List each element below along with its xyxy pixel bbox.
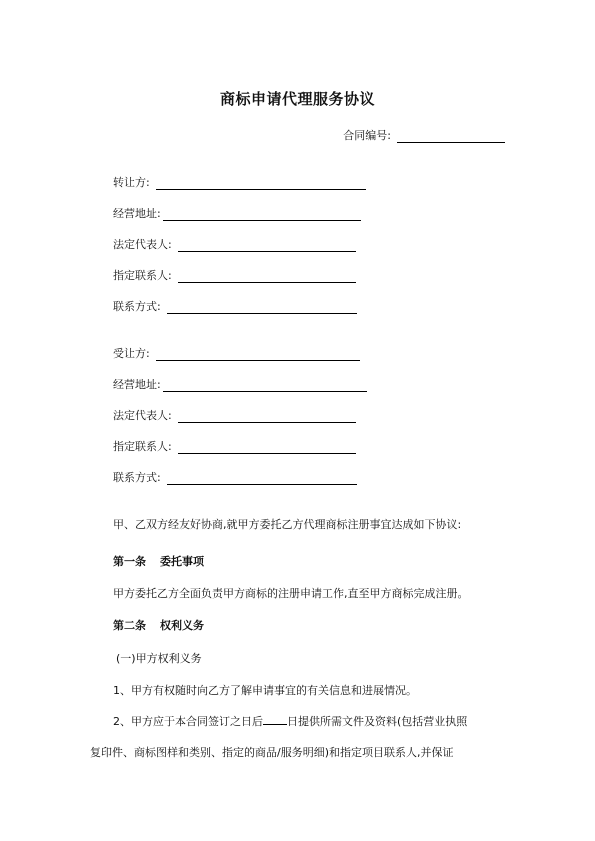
party-a-contact-person-label: 指定联系人: — [113, 269, 172, 282]
article-1-number: 第一条 — [113, 555, 146, 568]
transferor-label: 转让方: — [113, 176, 150, 189]
party-b-address-blank — [163, 379, 367, 392]
party-b-contact-method-field — [113, 469, 357, 485]
article-2-item2-part1: 2、甲方应于本合同签订之日后 — [113, 715, 263, 728]
article-2-sub1: (一)甲方权利义务 — [116, 652, 202, 665]
transferee-blank — [156, 348, 360, 361]
intro-paragraph: 甲、乙双方经友好协商,就甲方委托乙方代理商标注册事宜达成如下协议: — [113, 518, 462, 531]
article-2-heading — [113, 617, 204, 633]
party-b-address-field — [113, 376, 367, 392]
party-a-contact-method-label: 联系方式: — [113, 300, 161, 313]
article-2-number: 第二条 — [113, 619, 146, 632]
party-a-contact-method-field — [113, 298, 357, 314]
party-a-legal-rep-label: 法定代表人: — [113, 238, 172, 251]
party-a-legal-rep-field — [113, 236, 356, 252]
article-1-heading — [113, 553, 204, 569]
party-b-contact-method-label: 联系方式: — [113, 471, 161, 484]
party-a-contact-person-blank — [178, 270, 356, 283]
party-b-address-label: 经营地址: — [113, 378, 161, 391]
article-2-item2 — [113, 713, 467, 729]
party-b-legal-rep-label: 法定代表人: — [113, 409, 172, 422]
article-1-title: 委托事项 — [160, 555, 204, 568]
transferor-blank — [156, 177, 366, 190]
article-1-body: 甲方委托乙方全面负责甲方商标的注册申请工作,直至甲方商标完成注册。 — [113, 587, 469, 600]
party-a-address-field — [113, 205, 361, 221]
party-a-address-label: 经营地址: — [113, 207, 161, 220]
article-2-item2-part2: 日提供所需文件及资料(包括营业执照 — [287, 715, 468, 728]
party-b-contact-method-blank — [167, 472, 357, 485]
transferee-field — [113, 345, 360, 361]
document-title: 商标申请代理服务协议 — [219, 90, 375, 108]
party-a-contact-method-blank — [167, 301, 357, 314]
party-b-contact-person-label: 指定联系人: — [113, 440, 172, 453]
contract-number-label: 合同编号: — [343, 129, 391, 142]
article-2-title: 权利义务 — [160, 619, 204, 632]
contract-number-blank — [397, 130, 505, 143]
party-a-address-blank — [163, 208, 361, 221]
article-2-item1: 1、甲方有权随时向乙方了解申请事宜的有关信息和进展情况。 — [113, 684, 417, 697]
contract-number-field — [343, 127, 505, 143]
party-a-contact-person-field — [113, 267, 356, 283]
article-2-item2-line2: 复印件、商标图样和类别、指定的商品/服务明细)和指定项目联系人,并保证 — [90, 746, 454, 759]
party-b-contact-person-field — [113, 438, 356, 454]
party-a-legal-rep-blank — [178, 239, 356, 252]
party-b-legal-rep-blank — [178, 410, 356, 423]
party-b-legal-rep-field — [113, 407, 356, 423]
transferee-label: 受让方: — [113, 347, 150, 360]
transferor-field — [113, 174, 366, 190]
party-b-contact-person-blank — [178, 441, 356, 454]
days-blank — [263, 713, 287, 725]
